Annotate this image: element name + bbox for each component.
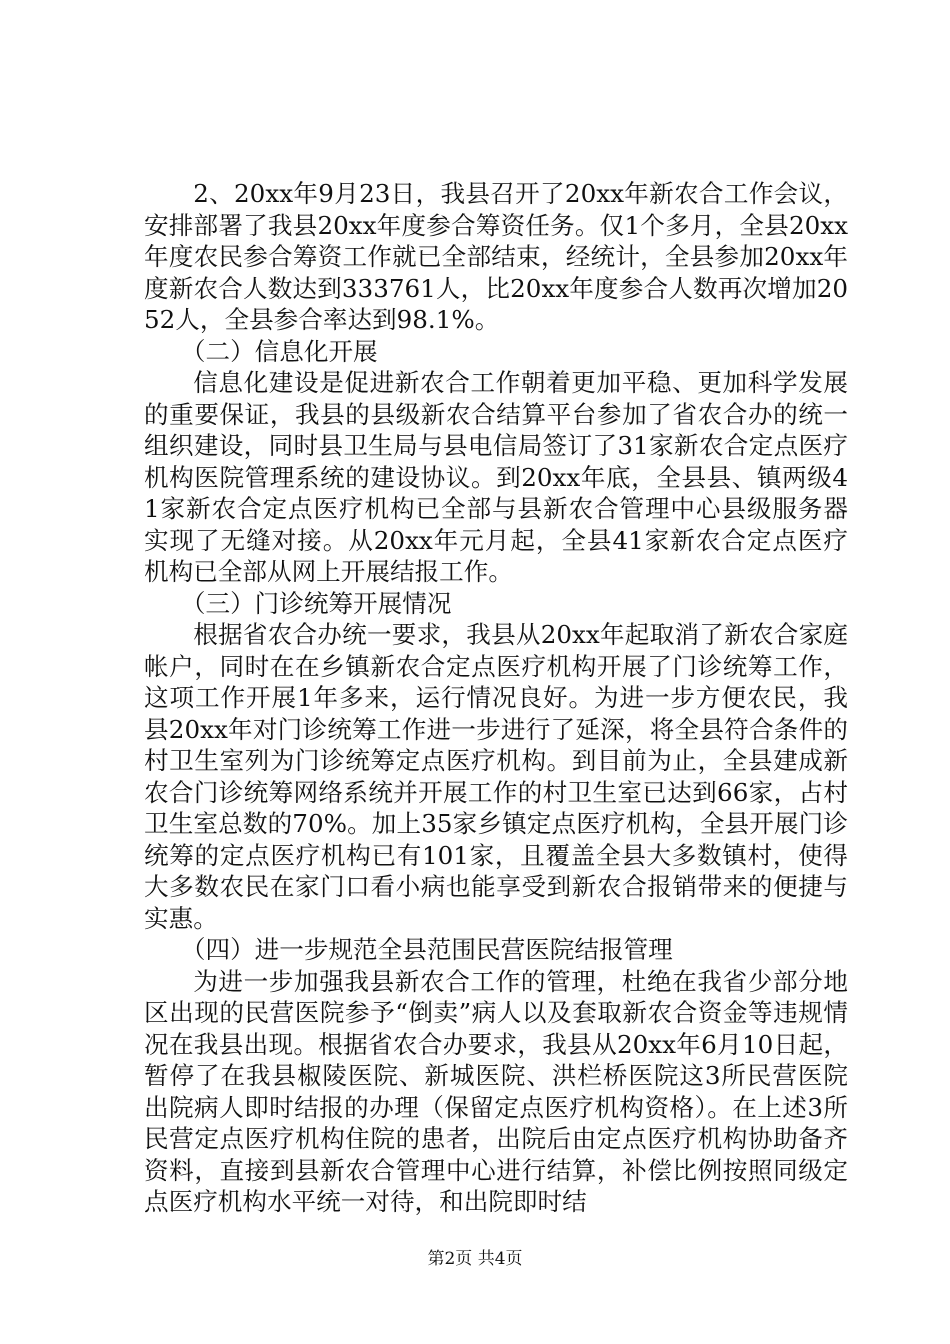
paragraph-private-hospitals: 为进一步加强我县新农合工作的管理，杜绝在我省少部分地区出现的民营医院参予“倒卖”病人以及套取新农合资金等违规情况在我县出现。根据省农合办要求，我县从20xx年6月10日起，暂停了在我县椒陵医院、新城医院、洪栏桥医院这3所民营医院出院病人即时结报的办理（保留定点医疗机构资格）。在上述3所民营定点医疗机构住院的患者，出院后由定点医疗机构协助备齐资料，直接到县新农合管理中心进行结算，补偿比例按照同级定点医疗机构水平统一对待，和出院即时结 — [144, 966, 848, 1216]
paragraph-outpatient: 根据省农合办统一要求，我县从20xx年起取消了新农合家庭帐户，同时在在乡镇新农合定点医疗机构开展了门诊统筹工作，这项工作开展1年多来，运行情况良好。为进一步方便农民，我县20xx年对门诊统筹工作进一步进行了延深，将全县符合条件的村卫生室列为门诊统筹定点医疗机构。到目前为止，全县建成新农合门诊统筹网络系统并开展工作的村卫生室已达到66家，占村卫生室总数的70%。加上35家乡镇定点医疗机构，全县开展门诊统筹的定点医疗机构已有101家，且覆盖全县大多数镇村，使得大多数农民在家门口看小病也能享受到新农合报销带来的便捷与实惠。 — [144, 620, 848, 933]
heading-private-hospitals: （四）进一步规范全县范围民营医院结报管理 — [180, 935, 673, 964]
paragraph-informatization: 信息化建设是促进新农合工作朝着更加平稳、更加科学发展的重要保证，我县的县级新农合结算平台参加了省农合办的统一组织建设，同时县卫生局与县电信局签订了31家新农合定点医疗机构医院管理系统的建设协议。到20xx年底，全县县、镇两级41家新农合定点医疗机构已全部与县新农合管理中心县级服务器实现了无缝对接。从20xx年元月起，全县41家新农合定点医疗机构已全部从网上开展结报工作。 — [144, 368, 848, 586]
document-body — [144, 178, 848, 1218]
heading-outpatient: （三）门诊统筹开展情况 — [180, 588, 452, 618]
paragraph-enrollment: 2、20xx年9月23日，我县召开了20xx年新农合工作会议，安排部署了我县20xx年度参合筹资任务。仅1个多月，全县20xx年度农民参合筹资工作就已全部结束，经统计，全县参加20xx年度新农合人数达到333761人，比20xx年度参合人数再次增加2052人，全县参合率达到98.1%。 — [144, 179, 848, 334]
page-footer: 第2页 共4页 — [427, 1249, 523, 1269]
heading-informatization: （二）信息化开展 — [180, 336, 378, 366]
